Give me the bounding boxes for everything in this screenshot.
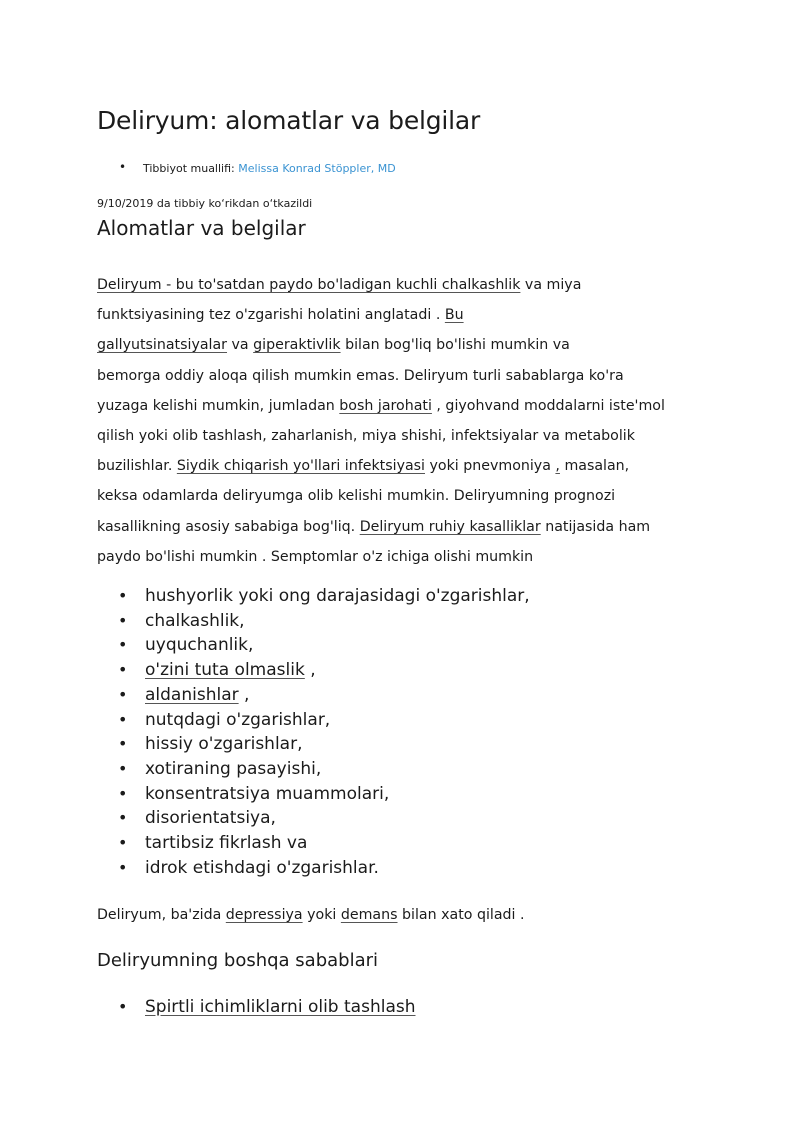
mental-illness-link[interactable]: Deliryum ruhiy kasalliklar xyxy=(359,518,541,535)
list-item xyxy=(97,708,530,733)
intro-paragraph xyxy=(97,270,717,572)
symptom-text: nutqdagi o'zgarishlar, xyxy=(145,709,331,730)
list-item xyxy=(97,658,530,683)
symptom-text: , xyxy=(238,684,250,705)
paragraph-text: va miya xyxy=(520,277,582,293)
paragraph-text: bemorga oddiy aloqa qilish mumkin emas. Deliryum turli sabablarga ko'ra xyxy=(97,367,624,384)
symptom-text: uyquchanlik, xyxy=(145,635,254,656)
page-title: Deliryum: alomatlar va belgilar xyxy=(97,106,481,135)
list-item xyxy=(97,683,530,708)
head-injury-link[interactable]: bosh jarohati xyxy=(339,397,432,414)
paragraph-text: qilish yoki olib tashlash, zaharlanish, miya shishi, infektsiyalar va metabolik xyxy=(97,428,635,445)
paragraph-text: yoki pnevmoniya xyxy=(425,458,556,475)
bullet-icon: • xyxy=(119,160,127,174)
list-item xyxy=(97,806,530,831)
symptom-text: xotiraning pasayishi, xyxy=(145,758,322,779)
uti-link[interactable]: Siydik chiqarish yo'llari infektsiyasi xyxy=(176,458,425,475)
other-causes-title: Deliryumning boshqa sabablari xyxy=(97,950,379,971)
paragraph-text: yuzaga kelishi mumkin, jumladan xyxy=(97,397,340,414)
list-item xyxy=(97,757,530,782)
symptom-text: hushyorlik yoki ong darajasidagi o'zgarishlar, xyxy=(145,586,530,606)
list-item xyxy=(97,994,416,1020)
paragraph-text: paydo bo'lishi mumkin . Semptomlar o'z ichiga olishi mumkin xyxy=(97,548,534,565)
symptom-text: chalkashlik, xyxy=(145,610,245,631)
list-item xyxy=(97,856,530,881)
paragraph-text: buzilishlar. xyxy=(97,458,177,475)
depression-link[interactable]: depressiya xyxy=(225,907,303,923)
misdiagnosis-note xyxy=(97,907,525,923)
symptom-text: disorientatsiya, xyxy=(145,808,276,829)
list-item xyxy=(97,782,530,807)
review-date: 9/10/2019 da tibbiy ko‘rikdan o‘tkazildi xyxy=(97,197,313,210)
note-text: yoki xyxy=(302,907,341,923)
paragraph-text: va xyxy=(227,337,254,354)
paragraph-text: keksa odamlarda deliryumga olib kelishi mumkin. Deliryumning prognozi xyxy=(97,488,616,505)
list-item xyxy=(97,633,530,658)
symptoms-list xyxy=(97,584,530,880)
alcohol-withdrawal-link[interactable]: Spirtli ichimliklarni olib tashlash xyxy=(145,997,416,1017)
note-text: bilan xato qiladi . xyxy=(397,907,525,923)
list-item xyxy=(97,584,530,609)
paragraph-text: kasallikning asosiy sababiga bog'liq. xyxy=(97,518,360,535)
pneumonia-comma-link[interactable]: , xyxy=(555,458,560,475)
author-link[interactable]: Melissa Konrad Stöppler, MD xyxy=(238,162,396,175)
symptom-text: konsentratsiya muammolari, xyxy=(145,783,390,804)
incontinence-link[interactable]: o'zini tuta olmaslik xyxy=(145,660,305,681)
list-item xyxy=(97,732,530,757)
paragraph-text: masalan, xyxy=(559,458,630,475)
hallucinations-link[interactable]: gallyutsinatsiyalar xyxy=(97,337,228,354)
section-title: Alomatlar va belgilar xyxy=(97,216,306,240)
paragraph-text: bilan bog'liq bo'lishi mumkin va xyxy=(340,337,570,354)
note-text: Deliryum, ba'zida xyxy=(97,907,226,923)
bu-link[interactable]: Bu xyxy=(444,307,464,324)
symptom-text: idrok etishdagi o'zgarishlar. xyxy=(145,857,379,878)
hyperactivity-link[interactable]: giperaktivlik xyxy=(253,337,341,354)
paragraph-text: , giyohvand moddalarni iste'mol xyxy=(431,397,665,414)
symptom-text: , xyxy=(304,660,316,681)
symptom-text: tartibsiz fikrlash va xyxy=(145,833,308,854)
list-item xyxy=(97,831,530,856)
author-prefix: Tibbiyot muallifi: xyxy=(143,162,239,175)
delirium-definition-link[interactable]: Deliryum - bu to'satdan paydo bo'ladigan kuchli chalkashlik xyxy=(97,277,521,293)
paragraph-text: funktsiyasining tez o'zgarishi holatini anglatadi . xyxy=(97,307,445,324)
other-causes-list xyxy=(97,994,416,1020)
dementia-link[interactable]: demans xyxy=(340,907,398,923)
delusions-link[interactable]: aldanishlar xyxy=(145,684,239,705)
symptom-text: hissiy o'zgarishlar, xyxy=(145,734,303,755)
paragraph-text: natijasida ham xyxy=(540,518,651,535)
list-item xyxy=(97,609,530,634)
